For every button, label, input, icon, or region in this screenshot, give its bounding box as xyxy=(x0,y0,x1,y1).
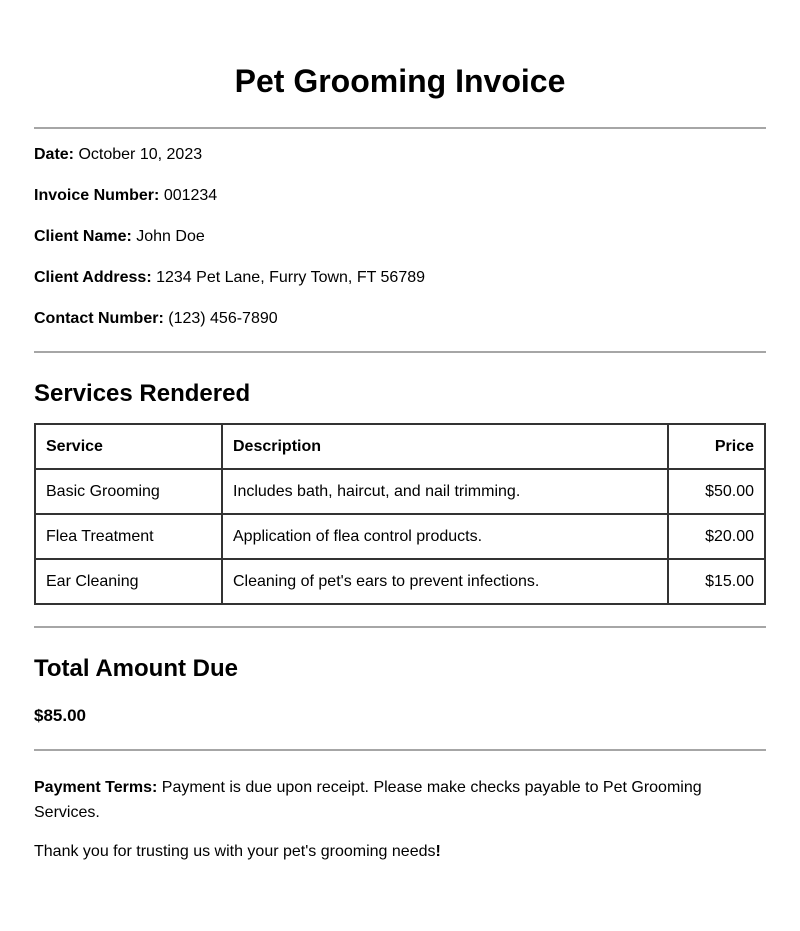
client-name-label: Client Name: xyxy=(34,228,132,245)
date-value: October 10, 2023 xyxy=(78,146,203,163)
contact-number-label: Contact Number: xyxy=(34,310,164,327)
client-name-value: John Doe xyxy=(136,228,205,245)
invoice-details xyxy=(34,129,766,329)
payment-terms-label: Payment Terms: xyxy=(34,779,158,796)
divider xyxy=(34,626,766,628)
divider xyxy=(34,749,766,751)
invoice-number-label: Invoice Number: xyxy=(34,187,160,204)
service-cell: Basic Grooming xyxy=(35,469,222,514)
date-row xyxy=(34,145,766,165)
column-header-service: Service xyxy=(35,424,222,469)
client-address-label: Client Address: xyxy=(34,269,152,286)
thank-you-exclamation: ! xyxy=(435,843,441,860)
price-cell: $50.00 xyxy=(668,469,765,514)
description-cell: Application of flea control products. xyxy=(222,514,668,559)
table-row xyxy=(35,559,765,604)
payment-terms-text: Payment is due upon receipt. Please make checks payable to Pet Grooming Services. xyxy=(34,779,702,821)
table-row xyxy=(35,469,765,514)
description-cell: Includes bath, haircut, and nail trimming. xyxy=(222,469,668,514)
date-label: Date: xyxy=(34,146,75,163)
client-name-row xyxy=(34,227,766,247)
total-amount: $85.00 xyxy=(34,706,86,725)
page-title: Pet Grooming Invoice xyxy=(234,63,566,99)
column-header-price: Price xyxy=(668,424,765,469)
table-row xyxy=(35,514,765,559)
client-address-value: 1234 Pet Lane, Furry Town, FT 56789 xyxy=(156,269,426,286)
invoice-number-value: 001234 xyxy=(163,187,218,204)
services-heading: Services Rendered xyxy=(34,380,251,407)
services-table xyxy=(34,423,766,605)
total-heading: Total Amount Due xyxy=(34,655,238,682)
client-address-row xyxy=(34,268,766,288)
service-cell: Flea Treatment xyxy=(35,514,222,559)
invoice-page xyxy=(34,0,766,862)
thank-you-text: Thank you for trusting us with your pet's grooming needs xyxy=(34,843,436,860)
payment-terms xyxy=(34,775,766,825)
thank-you-note xyxy=(34,842,766,862)
column-header-description: Description xyxy=(222,424,668,469)
service-cell: Ear Cleaning xyxy=(35,559,222,604)
contact-number-value: (123) 456-7890 xyxy=(168,310,278,327)
invoice-number-row xyxy=(34,186,766,206)
price-cell: $20.00 xyxy=(668,514,765,559)
table-header-row xyxy=(35,424,765,469)
contact-number-row xyxy=(34,309,766,329)
description-cell: Cleaning of pet's ears to prevent infections. xyxy=(222,559,668,604)
divider xyxy=(34,351,766,353)
price-cell: $15.00 xyxy=(668,559,765,604)
